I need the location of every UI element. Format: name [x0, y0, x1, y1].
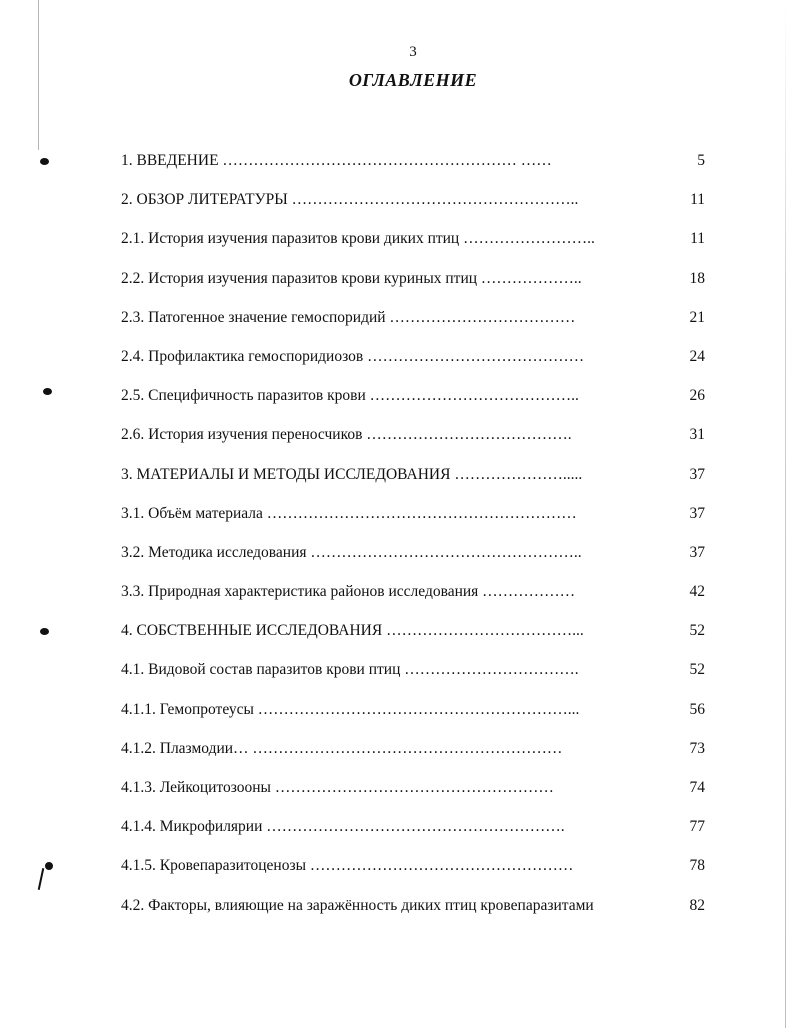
toc-entry-page: 18 [689, 269, 705, 287]
toc-entry-title: 2.5. Специфичность паразитов крови ………………………………….. [121, 387, 579, 405]
toc-entry-title: 2.4. Профилактика гемоспоридиозов …………………………………… [121, 347, 585, 365]
toc-entry-page: 78 [689, 857, 705, 875]
toc-entry-title: 4.1.2. Плазмодии… …………………………………………………… [121, 739, 563, 757]
toc-entry[interactable] [121, 729, 705, 768]
toc-entry-page: 11 [690, 191, 705, 209]
toc-entry[interactable] [121, 768, 705, 807]
toc-entry-title: 3.2. Методика исследования …………………………………………….. [121, 543, 582, 561]
toc-entry-page: 56 [689, 700, 705, 718]
toc-entry-title: 4.1.1. Гемопротеусы ……………………………………………………... [121, 700, 580, 718]
toc-entry[interactable] [121, 846, 705, 885]
toc-entry-page: 37 [689, 543, 705, 561]
toc-entry-page: 37 [689, 465, 705, 483]
toc-entry[interactable] [121, 650, 705, 689]
toc-entry[interactable] [121, 141, 705, 180]
toc-entry-page: 11 [690, 230, 705, 248]
binder-mark [40, 158, 49, 165]
toc-entry[interactable] [121, 455, 705, 494]
toc-entry[interactable] [121, 690, 705, 729]
toc-entry-page: 24 [689, 347, 705, 365]
toc-entry-title: 2. ОБЗОР ЛИТЕРАТУРЫ ……………………………………………….. [121, 191, 579, 209]
toc-entry-title: 3.1. Объём материала …………………………………………………… [121, 504, 577, 522]
toc-entry-page: 74 [689, 779, 705, 796]
toc-entry-page: 21 [689, 308, 705, 326]
toc-entry[interactable] [121, 886, 705, 925]
toc-entry[interactable] [121, 259, 705, 298]
toc-entry[interactable] [121, 533, 705, 572]
page-title: ОГЛАВЛЕНИЕ [348, 70, 478, 90]
toc-entry[interactable] [121, 180, 705, 219]
binder-mark [38, 868, 45, 890]
toc-entry-page: 26 [689, 387, 705, 405]
toc-entry-page: 42 [689, 583, 705, 601]
binder-mark [45, 862, 53, 870]
toc-entry[interactable] [121, 494, 705, 533]
toc-entry-page: 5 [697, 152, 705, 169]
toc-entry-title: 4.1.5. Кровепаразитоценозы …………………………………………… [121, 857, 574, 875]
toc-entry[interactable] [121, 611, 705, 650]
toc-entry-title: 2.2. История изучения паразитов крови куриных птиц ……………….. [121, 269, 582, 287]
toc-entry[interactable] [121, 337, 705, 376]
toc-entry-title: 4.1.3. Лейкоцитозооны ……………………………………………… [121, 779, 554, 796]
toc-entry-title: 1. ВВЕДЕНИЕ ………………………………………………… …… [121, 152, 552, 169]
toc-entry-title: 2.6. История изучения переносчиков …………………………………. [121, 426, 572, 444]
toc-entry[interactable] [121, 298, 705, 337]
toc-entry-page: 37 [689, 504, 705, 522]
toc-entry[interactable] [121, 807, 705, 846]
toc-entry-title: 2.1. История изучения паразитов крови диких птиц …………………….. [121, 230, 595, 248]
scan-page-edge-right [785, 0, 786, 1028]
page-number: 3 [409, 44, 417, 60]
toc-entry-title: 3.3. Природная характеристика районов исследования ……………… [121, 583, 576, 601]
toc-entry-title: 4.1. Видовой состав паразитов крови птиц ……………………………. [121, 661, 579, 679]
table-of-contents [121, 141, 705, 925]
toc-entry-title: 4. СОБСТВЕННЫЕ ИССЛЕДОВАНИЯ ………………………………... [121, 622, 584, 640]
toc-entry[interactable] [121, 376, 705, 415]
toc-entry-title: 2.3. Патогенное значение гемоспоридий ……………………………… [121, 308, 576, 326]
toc-entry[interactable] [121, 219, 705, 258]
toc-entry-page: 52 [689, 622, 705, 640]
toc-entry-page: 82 [689, 896, 705, 914]
binder-mark [40, 628, 49, 635]
toc-entry-title: 3. МАТЕРИАЛЫ И МЕТОДЫ ИССЛЕДОВАНИЯ …………………..... [121, 465, 583, 483]
toc-entry-page: 73 [689, 739, 705, 757]
toc-entry-title: 4.1.4. Микрофилярии …………………………………………………. [121, 818, 565, 836]
toc-entry-page: 52 [689, 661, 705, 679]
toc-entry[interactable] [121, 572, 705, 611]
toc-entry[interactable] [121, 415, 705, 454]
toc-entry-title: 4.2. Факторы, влияющие на заражённость диких птиц кровепаразитами [121, 896, 594, 914]
toc-entry-page: 77 [689, 818, 705, 836]
toc-entry-page: 31 [689, 426, 705, 444]
binder-mark [43, 388, 52, 395]
